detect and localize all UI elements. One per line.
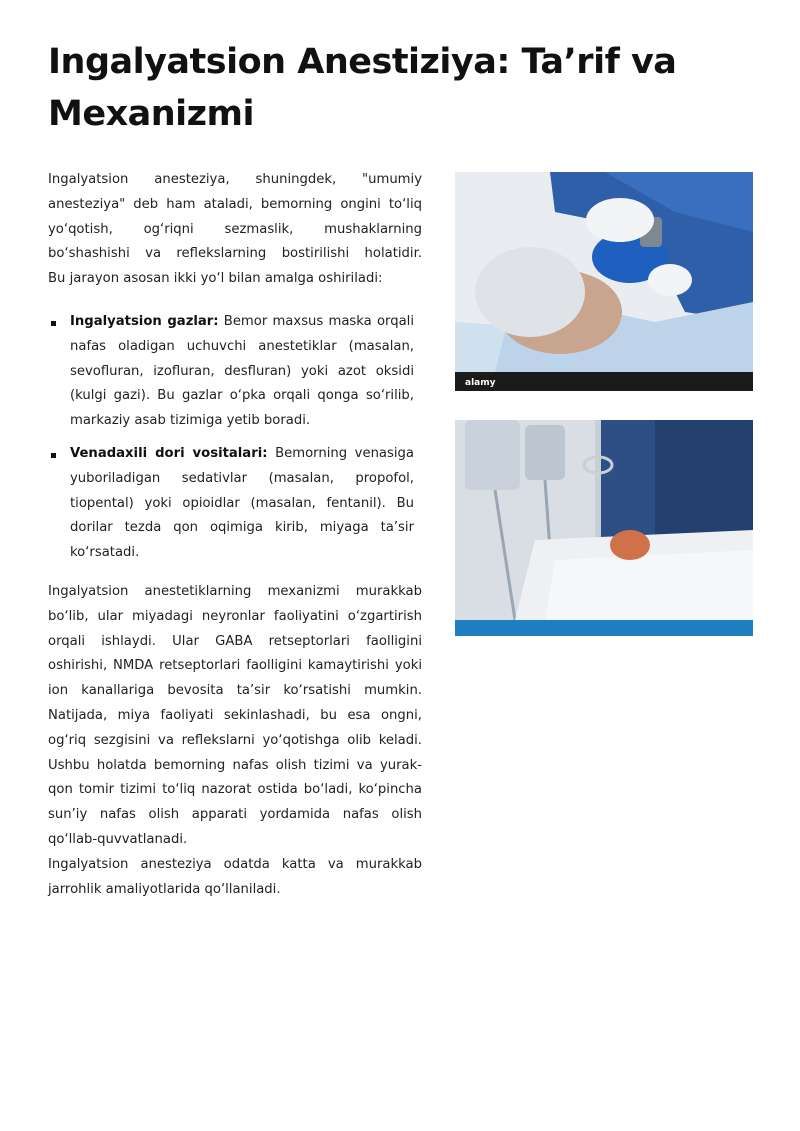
page-title: Ingalyatsion Anestiziya: Ta’rif va Mexanizmi [48,42,677,134]
bullet-term: Ingalyatsion gazlar: [70,313,219,329]
bullet-text: Bemor maxsus maska orqali nafas oladigan uchuvchi anestetiklar (masalan, sevofluran, izofluran, desfluran) yoki azot oksidi (kulgi gazi). Bu gazlar o‘pka orqali qonga so‘rilib, markaziy asab tizimiga yetib boradi. [70,313,414,429]
method-list [48,310,422,566]
mechanism-paragraph: Ingalyatsion anestetiklarning mexanizmi murakkab bo‘lib, ular miyadagi neyronlar faoliyatini o‘zgartirish orqali ishlaydi. Ular GABA retseptorlari faolligini oshirishi, NMDA retseptorlari faolligini kamaytirishi yoki ion kanallariga bevosita ta’sir ko‘rsatishi mumkin. Natijada, miya faoliyati sekinlashadi, bu esa ongni, og‘riq sezgisini va reflekslarni yo‘qotishga olib keladi. Ushbu holatda bemorning nafas olish tizimi va yurak-qon tomir tizimi to‘liq nazorat ostida bo‘ladi, ko‘pincha sun’iy nafas olish apparati yordamida nafas olish qo‘llab-quvvatlanadi. [48,583,422,847]
watermark-text: alamy [465,378,496,388]
closing-paragraph: Ingalyatsion anesteziya odatda katta va murakkab jarrohlik amaliyotlarida qo‘llaniladi. [48,856,422,897]
intro-paragraph: Ingalyatsion anesteziya, shuningdek, "umumiy anesteziya" deb ham ataladi, bemorning ongini to‘liq yo‘qotish, og‘riqni sezmaslik, mushaklarning bo‘shashishi va reflekslarning bostirilishi holatidir. [48,172,422,262]
list-item [48,442,422,566]
list-item [48,310,422,434]
bullet-icon [51,453,56,458]
hospital-iv-drip-photo [455,420,753,636]
intro-lead: Bu jarayon asosan ikki yo‘l bilan amalga oshiriladi: [48,271,383,287]
anesthesia-mask-photo [455,172,753,391]
bullet-term: Venadaxili dori vositalari: [70,445,268,461]
bullet-text: Bemorning venasiga yuboriladigan sedativlar (masalan, propofol, tiopental) yoki opioidlar (masalan, fentanil). Bu dorilar tezda qon oqimiga kirib, miyaga ta’sir ko‘rsatadi. [70,445,414,561]
text-column [48,168,422,902]
bullet-icon [51,321,56,326]
